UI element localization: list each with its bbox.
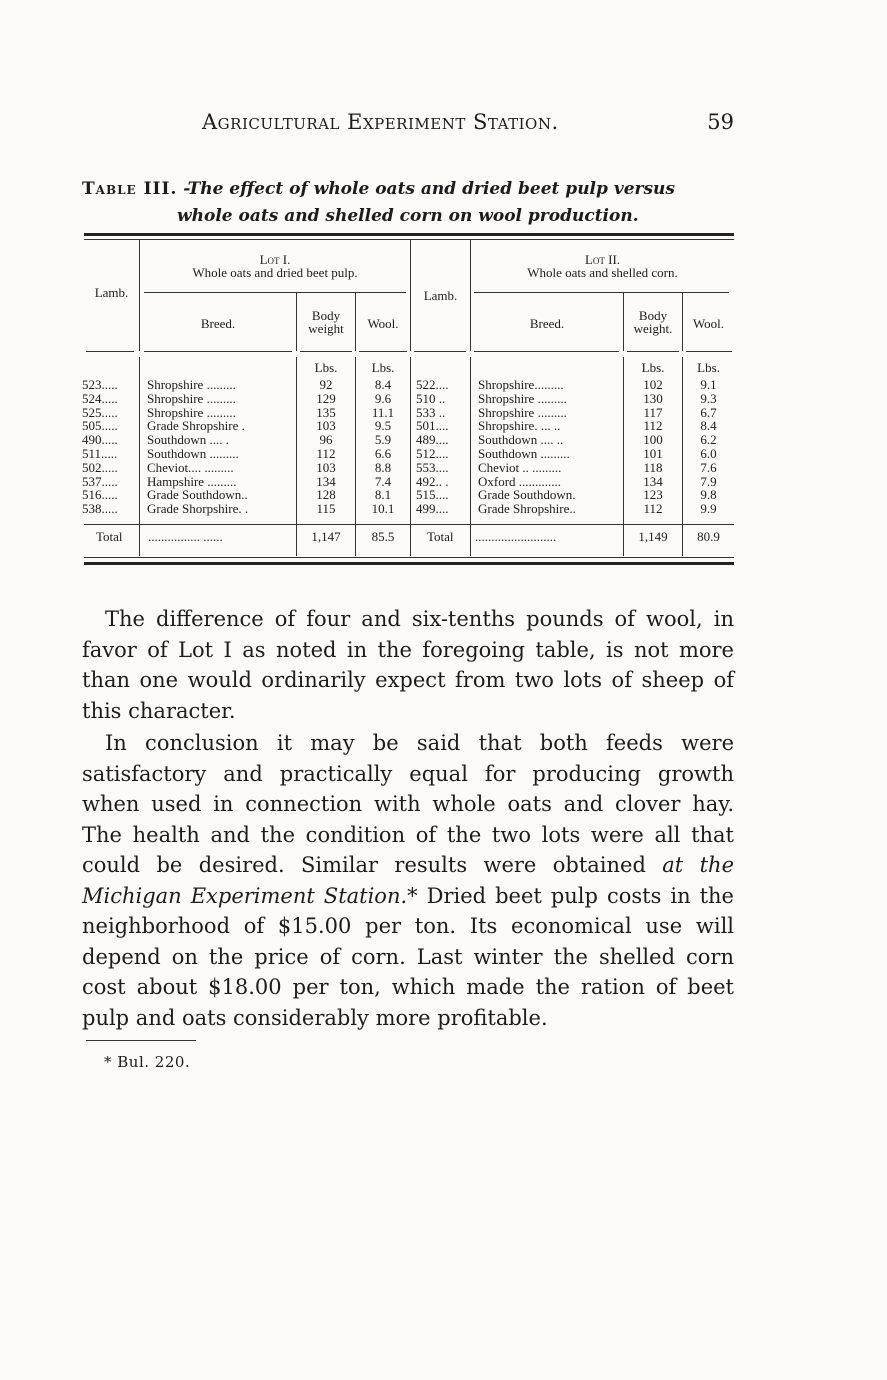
lot1-breed-cell: Grade Shorpshire. .: [147, 501, 249, 517]
body-weight-header-lot2-line-2: weight.: [633, 321, 673, 336]
lot1-lamb-cell: 502.....: [82, 459, 118, 475]
footnote: * Bul. 220.: [104, 1053, 191, 1071]
lot1-lamb-cell: 490.....: [82, 432, 118, 448]
lot2-lamb-cell: 489....: [416, 432, 449, 448]
lot1-weight-cell: 103: [316, 459, 336, 475]
paragraph-2-part-2: * Dried beet pulp costs in the neighborhood of $15.00 per ton. Its economical use will depend on the price of corn. Last winter the shelled corn cost about $18.00 per ton, which made the ration of beet pulp and oats considerably more profitable.: [82, 883, 734, 1030]
lot2-lamb-cell: 515....: [416, 487, 449, 503]
lot1-lamb-cell: 538.....: [82, 501, 118, 517]
lot1-breed-cell: Shropshire .........: [147, 377, 236, 392]
lot1-breed-cell: Shropshire .........: [147, 390, 236, 406]
lot1-total-wool: 85.5: [371, 529, 395, 544]
header-bottom-rule: [686, 351, 732, 352]
lot2-breed-cell: Shropshire .........: [478, 390, 567, 406]
lot2-wool-cell: 6.7: [700, 404, 717, 420]
lot2-weight-cell: 112: [643, 418, 663, 434]
lot2-breed-cell: Grade Shropshire..: [478, 501, 576, 517]
table-bottom-rule: [84, 562, 734, 565]
lot1-weight-cell: 128: [316, 487, 336, 503]
lot1-wool-cell: 5.9: [374, 432, 392, 448]
lot1-breed-cell: Shropshire .........: [147, 404, 236, 420]
lot2-total-leader: .........................: [475, 529, 557, 544]
lot2-weight-cell: 101: [643, 446, 663, 461]
lot1-breed-cell: Southdown .... .: [147, 432, 229, 448]
page-number: 59: [707, 110, 734, 134]
running-title: Agricultural Experiment Station.: [202, 110, 559, 134]
lot1-lamb-cell: 525.....: [82, 404, 118, 420]
lot2-lamb-cell: 499....: [416, 501, 449, 517]
lot2-wool-cell: 8.4: [700, 418, 717, 434]
lamb-header: Lamb.: [94, 285, 129, 300]
lamb-header-lot2: Lamb.: [423, 288, 458, 303]
body-weight-header-line-2: weight: [308, 321, 344, 336]
lot1-breed-cell: Grade Shropshire .: [147, 418, 245, 434]
table-top-rule-thin: [84, 239, 734, 240]
lot2-breed-cell: Southdown .........: [478, 446, 570, 461]
lot2-breed-cell: Grade Southdown.: [478, 487, 576, 503]
lot1-wool-cell: 9.5: [374, 418, 392, 434]
footnote-rule: [86, 1040, 196, 1041]
lot1-weight-cell: 115: [316, 501, 336, 517]
table-caption: [82, 176, 734, 230]
lot2-lamb-cell: 492.. .: [416, 473, 449, 489]
unit-lbs: Lbs.: [371, 360, 395, 375]
lot1-breed-cell: Grade Southdown..: [147, 487, 248, 503]
lot1-wool-cell: 8.1: [374, 487, 392, 503]
lot1-lamb-cell: 537.....: [82, 473, 118, 489]
lot2-wool-cell: 9.3: [700, 390, 717, 406]
lot2-breed-cell: Oxford .............: [478, 473, 562, 489]
lot2-breed-cell: Shropshire .........: [478, 404, 567, 420]
lot2-weight-cell: 118: [643, 459, 663, 475]
body-weight-header-lot2-line-1: Body: [638, 308, 668, 323]
header-bottom-rule: [627, 351, 679, 352]
lot1-wool-cell: 10.1: [371, 501, 395, 517]
caption-label: Table III.: [82, 179, 178, 199]
total-label-lot2: Total: [427, 529, 454, 544]
lot2-wool-cell: 9.9: [700, 501, 717, 517]
header-bottom-rule: [86, 351, 134, 352]
header-bottom-rule: [300, 351, 352, 352]
lot1-weight-cell: 135: [316, 404, 336, 420]
lot1-total-weight: 1,147: [311, 529, 341, 544]
paragraph-2-citation: at the Michigan Experiment Station.: [82, 853, 734, 908]
caption-dash: -: [177, 179, 188, 199]
caption-line-2: whole oats and shelled corn on wool production.: [177, 206, 639, 226]
lot2-lamb-cell: 553....: [416, 459, 449, 475]
lot1-weight-cell: 92: [319, 377, 333, 392]
lot1-weight-cell: 134: [316, 473, 336, 489]
lot1-total-leader: ................ ......: [148, 529, 223, 544]
lot1-breed-cell: Southdown .........: [147, 446, 239, 461]
lot2-weight-cell: 112: [643, 501, 663, 517]
paragraph-2-part-1: In conclusion it may be said that both feeds were satisfactory and practically equal for producing growth when used in connection with whole oats and clover hay. The health and the condition of the two lots were all that could be desired. Similar results were obtained: [82, 731, 734, 877]
table-top-rule: [84, 233, 734, 236]
lot1-wool-cell: 11.1: [371, 404, 395, 420]
lot2-header-rule: [474, 292, 729, 293]
lot1-lamb-cell: 511.....: [82, 446, 118, 461]
lot2-weight-cell: 117: [643, 404, 663, 420]
lot2-wool-cell: 6.2: [700, 432, 717, 448]
lot1-breed-cell: Cheviot.... .........: [147, 459, 234, 475]
lot2-lamb-cell: 510 ..: [416, 390, 446, 406]
lot2-wool-cell: 9.8: [700, 487, 717, 503]
lot2-weight-cell: 100: [643, 432, 663, 448]
lot1-header-rule: [144, 292, 406, 293]
lot1-lamb-cell: 524.....: [82, 390, 118, 406]
lot1-weight-cell: 96: [319, 432, 333, 448]
unit-lbs: Lbs.: [641, 360, 665, 375]
wool-header: Wool.: [367, 316, 399, 331]
col-divider: [410, 357, 411, 556]
paragraph-1: The difference of four and six-tenths pounds of wool, in favor of Lot I as noted in the foregoing table, is not more than one would ordinarily expect from two lots of sheep of this character.: [82, 607, 734, 723]
lot1-title: Lot I.: [259, 252, 291, 267]
lot1-weight-cell: 129: [316, 390, 336, 406]
unit-lbs: Lbs.: [697, 360, 720, 375]
lot1-lamb-cell: 523.....: [82, 377, 118, 392]
lot2-total-wool: 80.9: [697, 529, 720, 544]
lot2-subtitle: Whole oats and shelled corn.: [527, 265, 678, 280]
lot2-weight-cell: 134: [643, 473, 663, 489]
lot2-lamb-cell: 501....: [416, 418, 449, 434]
lot1-lamb-cell: 516.....: [82, 487, 118, 503]
lot1-weight-cell: 112: [316, 446, 336, 461]
col-divider: [139, 357, 140, 556]
lot2-lamb-cell: 512....: [416, 446, 449, 461]
lot1-breed-cell: Hampshire .........: [147, 473, 237, 489]
table-bottom-rule-thin: [84, 557, 734, 558]
lot2-breed-cell: Southdown .... ..: [478, 432, 564, 448]
lot1-wool-cell: 6.6: [374, 446, 392, 461]
header-bottom-rule: [144, 351, 292, 352]
lot2-weight-cell: 102: [643, 377, 663, 392]
wool-header-lot2: Wool.: [692, 316, 725, 331]
lot2-breed-cell: Shropshire. ... ..: [478, 418, 561, 434]
lot2-lamb-cell: 522....: [416, 377, 449, 392]
lot2-breed-cell: Cheviot .. .........: [478, 459, 562, 475]
lot2-total-weight: 1,149: [638, 529, 668, 544]
lot2-wool-cell: 7.9: [700, 473, 717, 489]
lot1-wool-cell: 8.8: [374, 459, 392, 475]
lot2-wool-cell: 7.6: [700, 459, 717, 475]
col-divider: [470, 357, 471, 556]
lot2-lamb-cell: 533 ..: [416, 404, 446, 420]
lot2-title: Lot II.: [584, 252, 621, 267]
header-bottom-rule: [474, 351, 619, 352]
breed-header: Breed.: [200, 316, 236, 331]
total-rule: [84, 524, 734, 525]
lot1-lamb-cell: 505.....: [82, 418, 118, 434]
lot2-weight-cell: 123: [643, 487, 663, 503]
lot2-wool-cell: 6.0: [700, 446, 717, 461]
body-weight-header-line-1: Body: [311, 308, 341, 323]
caption-line-1: The effect of whole oats and dried beet pulp versus: [187, 179, 675, 199]
lot1-wool-cell: 8.4: [374, 377, 392, 392]
header-bottom-rule: [414, 351, 466, 352]
lot1-subtitle: Whole oats and dried beet pulp.: [192, 265, 358, 280]
lot1-wool-cell: 7.4: [374, 473, 392, 489]
total-label: Total: [96, 529, 123, 544]
paragraph-2: [82, 728, 734, 1033]
breed-header-lot2: Breed.: [529, 316, 565, 331]
lot2-weight-cell: 130: [643, 390, 663, 406]
lot1-wool-cell: 9.6: [374, 390, 392, 406]
header-bottom-rule: [359, 351, 407, 352]
wool-production-table: [84, 233, 734, 567]
lot2-breed-cell: Shropshire.........: [478, 377, 564, 392]
lot1-weight-cell: 103: [316, 418, 336, 434]
lot2-wool-cell: 9.1: [700, 377, 717, 392]
running-head: [82, 110, 734, 140]
unit-lbs: Lbs.: [314, 360, 338, 375]
